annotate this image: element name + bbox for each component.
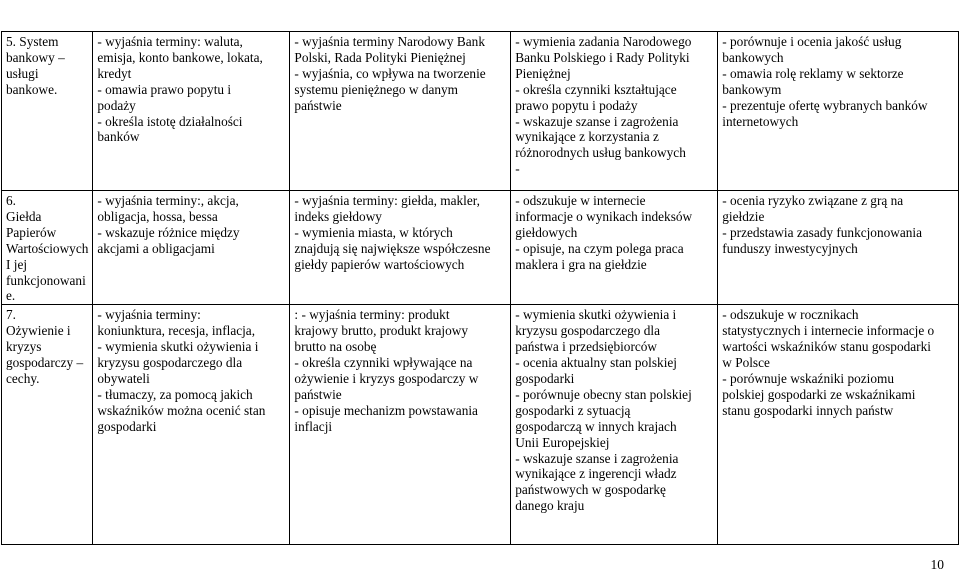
table-row-7	[2, 305, 959, 545]
curriculum-table	[1, 31, 959, 545]
level-cell-7-c: - wymienia skutki ożywienia i kryzysu gospodarczego dla państwa i przedsiębiorców - ocenia aktualny stan polskiej gospodarki - porównuje obecny stan polskiej gospodarki z sytuacją gospodarczą w innych krajach Unii Europejskiej - wskazuje szanse i zagrożenia wynikające z ingerencji władz państwowych w gospodarkę danego kraju	[511, 305, 718, 545]
topic-cell-7: 7. Ożywienie i kryzys gospodarczy – cechy.	[2, 305, 93, 545]
level-cell-6-d: - ocenia ryzyko związane z grą na giełdzie - przedstawia zasady funkcjonowania funduszy inwestycyjnych	[718, 191, 959, 305]
level-cell-5-c: - wymienia zadania Narodowego Banku Polskiego i Rady Polityki Pieniężnej - określa czynniki kształtujące prawo popytu i podaży - wskazuje szanse i zagrożenia wynikające z korzystania z różnorodnych usług bankowych -	[511, 32, 718, 191]
table-row-6	[2, 191, 959, 305]
level-cell-7-d: - odszukuje w rocznikach statystycznych i internecie informacje o wartości wskaźników stanu gospodarki w Polsce - porównuje wskaźniki poziomu polskiej gospodarki ze wskaźnikami stanu gospodarki innych państw	[718, 305, 959, 545]
level-cell-7-a: - wyjaśnia terminy: koniunktura, recesja, inflacja, - wymienia skutki ożywienia i kryzysu gospodarczego dla obywateli - tłumaczy, za pomocą jakich wskaźników można ocenić stan gospodarki	[93, 305, 290, 545]
level-cell-6-c: - odszukuje w internecie informacje o wynikach indeksów giełdowych - opisuje, na czym polega praca maklera i gra na giełdzie	[511, 191, 718, 305]
level-cell-7-b: : - wyjaśnia terminy: produkt krajowy brutto, produkt krajowy brutto na osobę - określa czynniki wpływające na ożywienie i kryzys gospodarczy w państwie - opisuje mechanizm powstawania inflacji	[290, 305, 511, 545]
table-row-5	[2, 32, 959, 191]
level-cell-6-a: - wyjaśnia terminy:, akcja, obligacja, hossa, bessa - wskazuje różnice między akcjami a obligacjami	[93, 191, 290, 305]
level-cell-5-b: - wyjaśnia terminy Narodowy Bank Polski, Rada Polityki Pieniężnej - wyjaśnia, co wpływa na tworzenie systemu pieniężnego w danym państwie	[290, 32, 511, 191]
level-cell-5-d: - porównuje i ocenia jakość usług bankowych - omawia rolę reklamy w sektorze bankowym - prezentuje ofertę wybranych banków internetowych	[718, 32, 959, 191]
page-number: 10	[930, 557, 944, 572]
topic-cell-5: 5. System bankowy – usługi bankowe.	[2, 32, 93, 191]
page-bottom-rule	[1, 544, 958, 545]
level-cell-5-a: - wyjaśnia terminy: waluta, emisja, konto bankowe, lokata, kredyt - omawia prawo popytu i podaży - określa istotę działalności banków	[93, 32, 290, 191]
level-cell-6-b: - wyjaśnia terminy: giełda, makler, indeks giełdowy - wymienia miasta, w których znajdują się największe współczesne giełdy papierów wartościowych	[290, 191, 511, 305]
topic-cell-6: 6. Giełda Papierów Wartościowych I jej funkcjonowani e.	[2, 191, 93, 305]
